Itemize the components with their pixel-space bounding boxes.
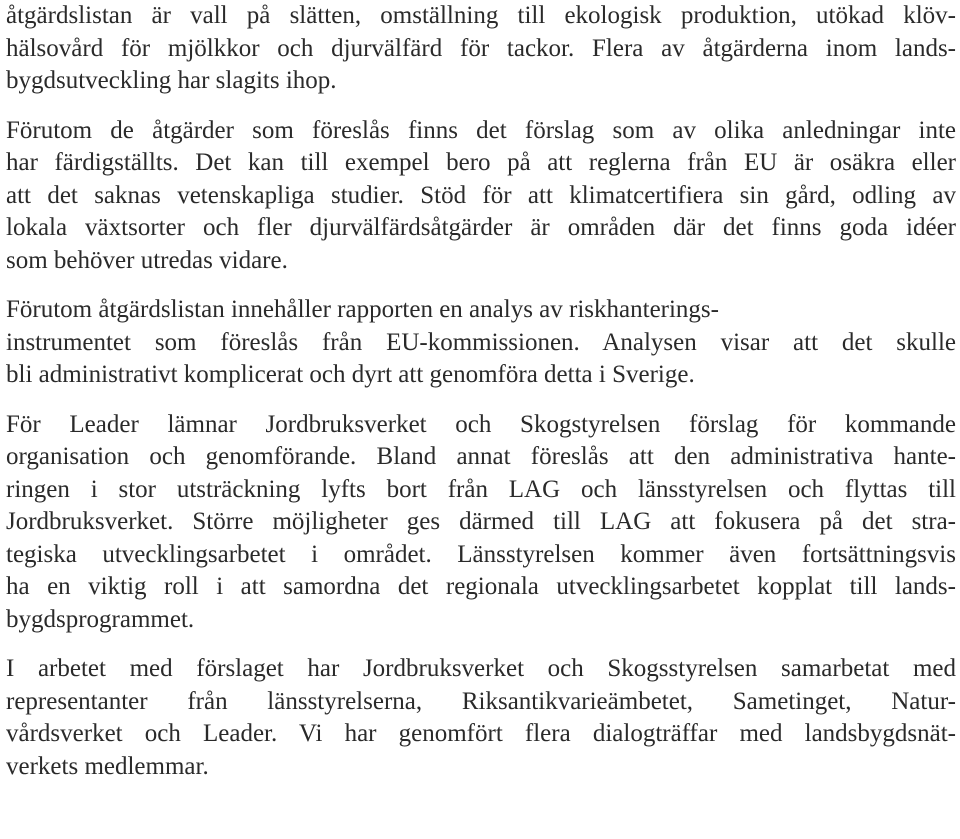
text-line: I arbetet med förslaget har Jordbruksverket och Skogsstyrelsen samarbetat med [6, 655, 956, 682]
text-line: Förutom åtgärdslistan innehåller rapporten en analys av riskhanterings- [6, 296, 719, 323]
document-page [6, 0, 956, 800]
paragraph-1 [6, 0, 956, 98]
text-line: organisation och genomförande. Bland annat föreslås att den administrativa hante- [6, 443, 956, 470]
text-line: instrumentet som föreslås från EU-kommissionen. Analysen visar att det skulle [6, 328, 956, 356]
text-line: För Leader lämnar Jordbruksverket och Skogstyrelsen förslag för kommande [6, 410, 956, 438]
text-line: bli administrativt komplicerat och dyrt att genomföra detta i Sverige. [6, 361, 695, 388]
text-line: bygdsprogrammet. [6, 605, 195, 633]
text-line: representanter från länsstyrelserna, Riksantikvarieämbetet, Sametinget, Natur- [6, 687, 956, 715]
paragraph-3 [6, 294, 956, 392]
text-line: åtgärdslistan är vall på slätten, omställning till ekologisk produktion, utökad klöv- [6, 2, 956, 29]
paragraph-5 [6, 653, 956, 783]
text-line: ha en viktig roll i att samordna det regionala utvecklingsarbetet kopplat till lands- [6, 573, 956, 600]
text-line: ringen i stor utsträckning lyfts bort från LAG och länsstyrelsen och flyttas till [6, 475, 956, 503]
text-line: Jordbruksverket. Större möjligheter ges därmed till LAG att fokusera på det stra- [6, 508, 956, 535]
text-line: har färdigställts. Det kan till exempel bero på att reglerna från EU är osäkra eller [6, 149, 956, 176]
text-line: Förutom de åtgärder som föreslås finns det förslag som av olika anledningar inte [6, 116, 956, 144]
text-line: lokala växtsorter och fler djurvälfärdsåtgärder är områden där det finns goda idéer [6, 214, 956, 241]
text-line: vårdsverket och Leader. Vi har genomfört flera dialogträffar med landsbygdsnät- [6, 720, 956, 747]
text-line: bygdsutveckling har slagits ihop. [6, 67, 337, 94]
text-line: tegiska utvecklingsarbetet i området. Länsstyrelsen kommer även fortsättningsvis [6, 540, 956, 568]
text-line: att det saknas vetenskapliga studier. Stöd för att klimatcertifiera sin gård, odling av [6, 181, 956, 209]
paragraph-4 [6, 409, 956, 637]
text-line: hälsovård för mjölkkor och djurvälfärd för tackor. Flera av åtgärderna inom lands- [6, 34, 956, 62]
text-line: som behöver utredas vidare. [6, 246, 288, 274]
paragraph-2 [6, 115, 956, 278]
text-line: verkets medlemmar. [6, 752, 209, 780]
